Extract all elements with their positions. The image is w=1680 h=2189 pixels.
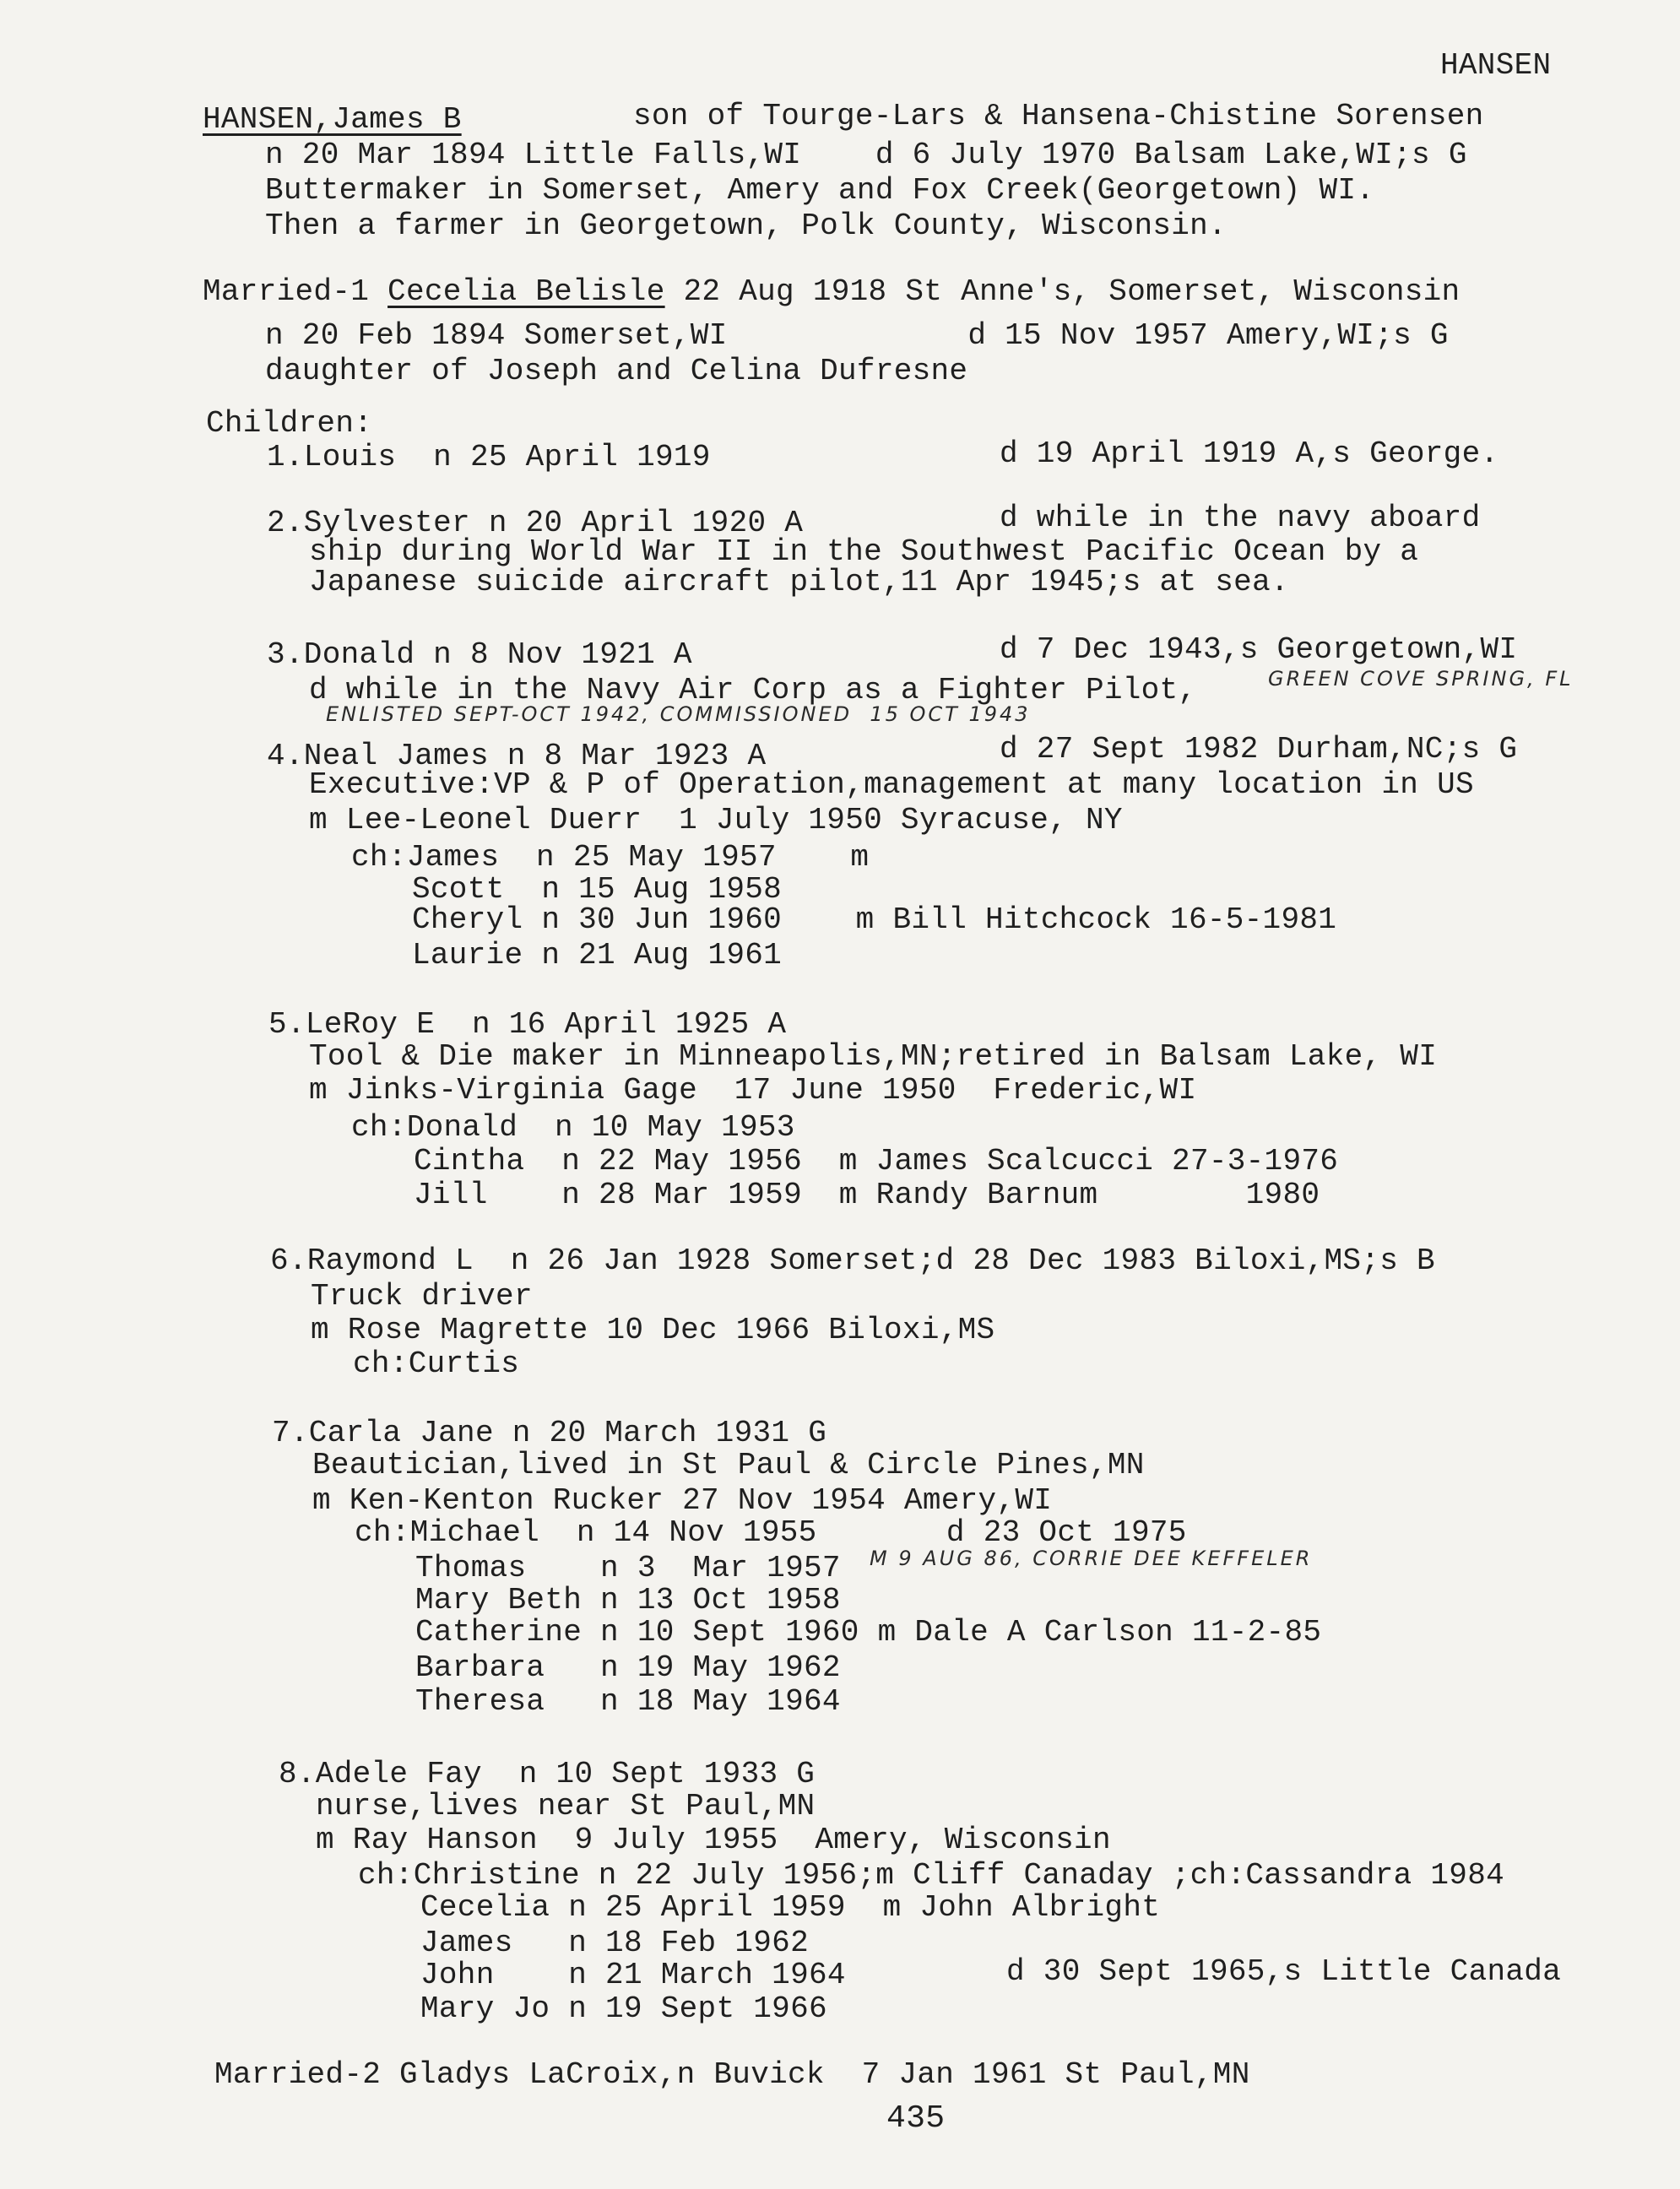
child-4-marriage: m Lee-Leonel Duerr 1 July 1950 Syracuse, NY: [309, 803, 1123, 837]
subject-occupation-2: Then a farmer in Georgetown, Polk County, Wisconsin.: [265, 209, 1227, 243]
page-number: 435: [886, 2100, 946, 2137]
child-2: 2.Sylvester n 20 April 1920 A: [267, 506, 804, 540]
child-2-death: d while in the navy aboard: [1000, 501, 1481, 535]
child-8: 8.Adele Fay n 10 Sept 1933 G: [279, 1757, 816, 1791]
child-8-marriage: m Ray Hanson 9 July 1955 Amery, Wisconsin: [316, 1823, 1111, 1857]
child-7-marriage: m Ken-Kenton Rucker 27 Nov 1954 Amery,WI: [312, 1483, 1053, 1518]
grandchild-row: Thomas n 3 Mar 1957: [415, 1551, 841, 1585]
child-2-note-2: Japanese suicide aircraft pilot,11 Apr 1945;s at sea.: [309, 565, 1289, 599]
marriage-2: Married-2 Gladys LaCroix,n Buvick 7 Jan 1961 St Paul,MN: [214, 2057, 1250, 2092]
child-3-handwritten-place: GREEN COVE SPRING, FL: [1268, 667, 1574, 691]
child-6: 6.Raymond L n 26 Jan 1928 Somerset;d 28 Dec 1983 Biloxi,MS;s B: [270, 1244, 1435, 1278]
child-5: 5.LeRoy E n 16 April 1925 A: [268, 1007, 787, 1042]
child-7-occupation: Beautician,lived in St Paul & Circle Pines,MN: [312, 1448, 1145, 1482]
grandchild-row: James n 18 Feb 1962: [420, 1926, 809, 1960]
grandchild-row: Cheryl n 30 Jun 1960 m Bill Hitchcock 16-5-1981: [412, 902, 1337, 937]
marriage-1-prefix: Married-1: [203, 274, 388, 309]
subject-parents: son of Tourge-Lars & Hansena-Chistine Sorensen: [633, 99, 1484, 133]
grandchild-row: Catherine n 10 Sept 1960 m Dale A Carlson 11-2-85: [415, 1615, 1322, 1650]
grandchild-row: Laurie n 21 Aug 1961: [412, 938, 783, 973]
spouse-1-parents: daughter of Joseph and Celina Dufresne: [265, 354, 968, 388]
grandchild-row: ch:James n 25 May 1957 m: [351, 840, 870, 875]
subject-name: HANSEN,James B: [203, 102, 462, 137]
grandchild-row: Barbara n 19 May 1962: [415, 1650, 841, 1685]
grandchild-row: John n 21 March 1964: [420, 1958, 846, 1992]
grandchild-row: Mary Jo n 19 Sept 1966: [420, 1991, 827, 2026]
child-6-marriage: m Rose Magrette 10 Dec 1966 Biloxi,MS: [311, 1313, 995, 1347]
child-6-occupation: Truck driver: [311, 1279, 533, 1314]
grandchild-row: Cintha n 22 May 1956 m James Scalcucci 27-3-1976: [414, 1144, 1339, 1178]
surname-header: HANSEN: [1440, 48, 1552, 83]
subject-occupation: Buttermaker in Somerset, Amery and Fox Creek(Georgetown) WI.: [265, 173, 1375, 208]
child-8-occupation: nurse,lives near St Paul,MN: [316, 1789, 816, 1823]
child-1-death: d 19 April 1919 A,s George.: [1000, 436, 1499, 471]
grandchild-row: ch:Christine n 22 July 1956;m Cliff Canaday ;ch:Cassandra 1984: [358, 1858, 1505, 1893]
grandchild-handwritten-marriage: M 9 AUG 86, CORRIE DEE KEFFELER: [870, 1547, 1313, 1570]
grandchild-row: Scott n 15 Aug 1958: [412, 872, 783, 907]
child-2-note: ship during World War II in the Southwest Pacific Ocean by a: [309, 534, 1419, 569]
marriage-1: [203, 275, 1460, 309]
child-4: 4.Neal James n 8 Mar 1923 A: [267, 739, 767, 773]
child-3-handwritten-service: ENLISTED SEPT-OCT 1942, COMMISSIONED 15 OCT 1943: [326, 702, 1031, 726]
child-3: 3.Donald n 8 Nov 1921 A: [267, 637, 692, 672]
child-3-note: d while in the Navy Air Corp as a Fighter Pilot,: [309, 673, 1197, 707]
child-1: 1.Louis n 25 April 1919: [267, 440, 711, 474]
child-7: 7.Carla Jane n 20 March 1931 G: [272, 1416, 827, 1450]
marriage-1-details: 22 Aug 1918 St Anne's, Somerset, Wisconsin: [664, 274, 1461, 309]
grandchild-row: ch:Curtis: [353, 1346, 520, 1381]
grandchild-row: Theresa n 18 May 1964: [415, 1684, 841, 1719]
child-3-death: d 7 Dec 1943,s Georgetown,WI: [1000, 632, 1518, 667]
spouse-1-name: Cecelia Belisle: [387, 274, 665, 309]
subject-birth-death: n 20 Mar 1894 Little Falls,WI d 6 July 1970 Balsam Lake,WI;s G: [265, 138, 1467, 172]
child-4-death: d 27 Sept 1982 Durham,NC;s G: [1000, 732, 1518, 767]
grandchild-row: ch:Donald n 10 May 1953: [351, 1110, 795, 1145]
children-label: Children:: [206, 406, 373, 441]
grandchild-row: Cecelia n 25 April 1959 m John Albright: [420, 1890, 1161, 1925]
child-5-marriage: m Jinks-Virginia Gage 17 June 1950 Frederic,WI: [309, 1073, 1197, 1108]
child-4-occupation: Executive:VP & P of Operation,management at many location in US: [309, 767, 1474, 802]
child-5-occupation: Tool & Die maker in Minneapolis,MN;retired in Balsam Lake, WI: [309, 1039, 1438, 1074]
grandchild-row: Jill n 28 Mar 1959 m Randy Barnum 1980: [414, 1178, 1320, 1212]
spouse-1-birth-death: n 20 Feb 1894 Somerset,WI d 15 Nov 1957 Amery,WI;s G: [265, 318, 1449, 353]
grandchild-row: Mary Beth n 13 Oct 1958: [415, 1583, 841, 1617]
grandchild-death: d 30 Sept 1965,s Little Canada: [1006, 1954, 1562, 1989]
grandchild-row: ch:Michael n 14 Nov 1955 d 23 Oct 1975: [355, 1515, 1187, 1550]
